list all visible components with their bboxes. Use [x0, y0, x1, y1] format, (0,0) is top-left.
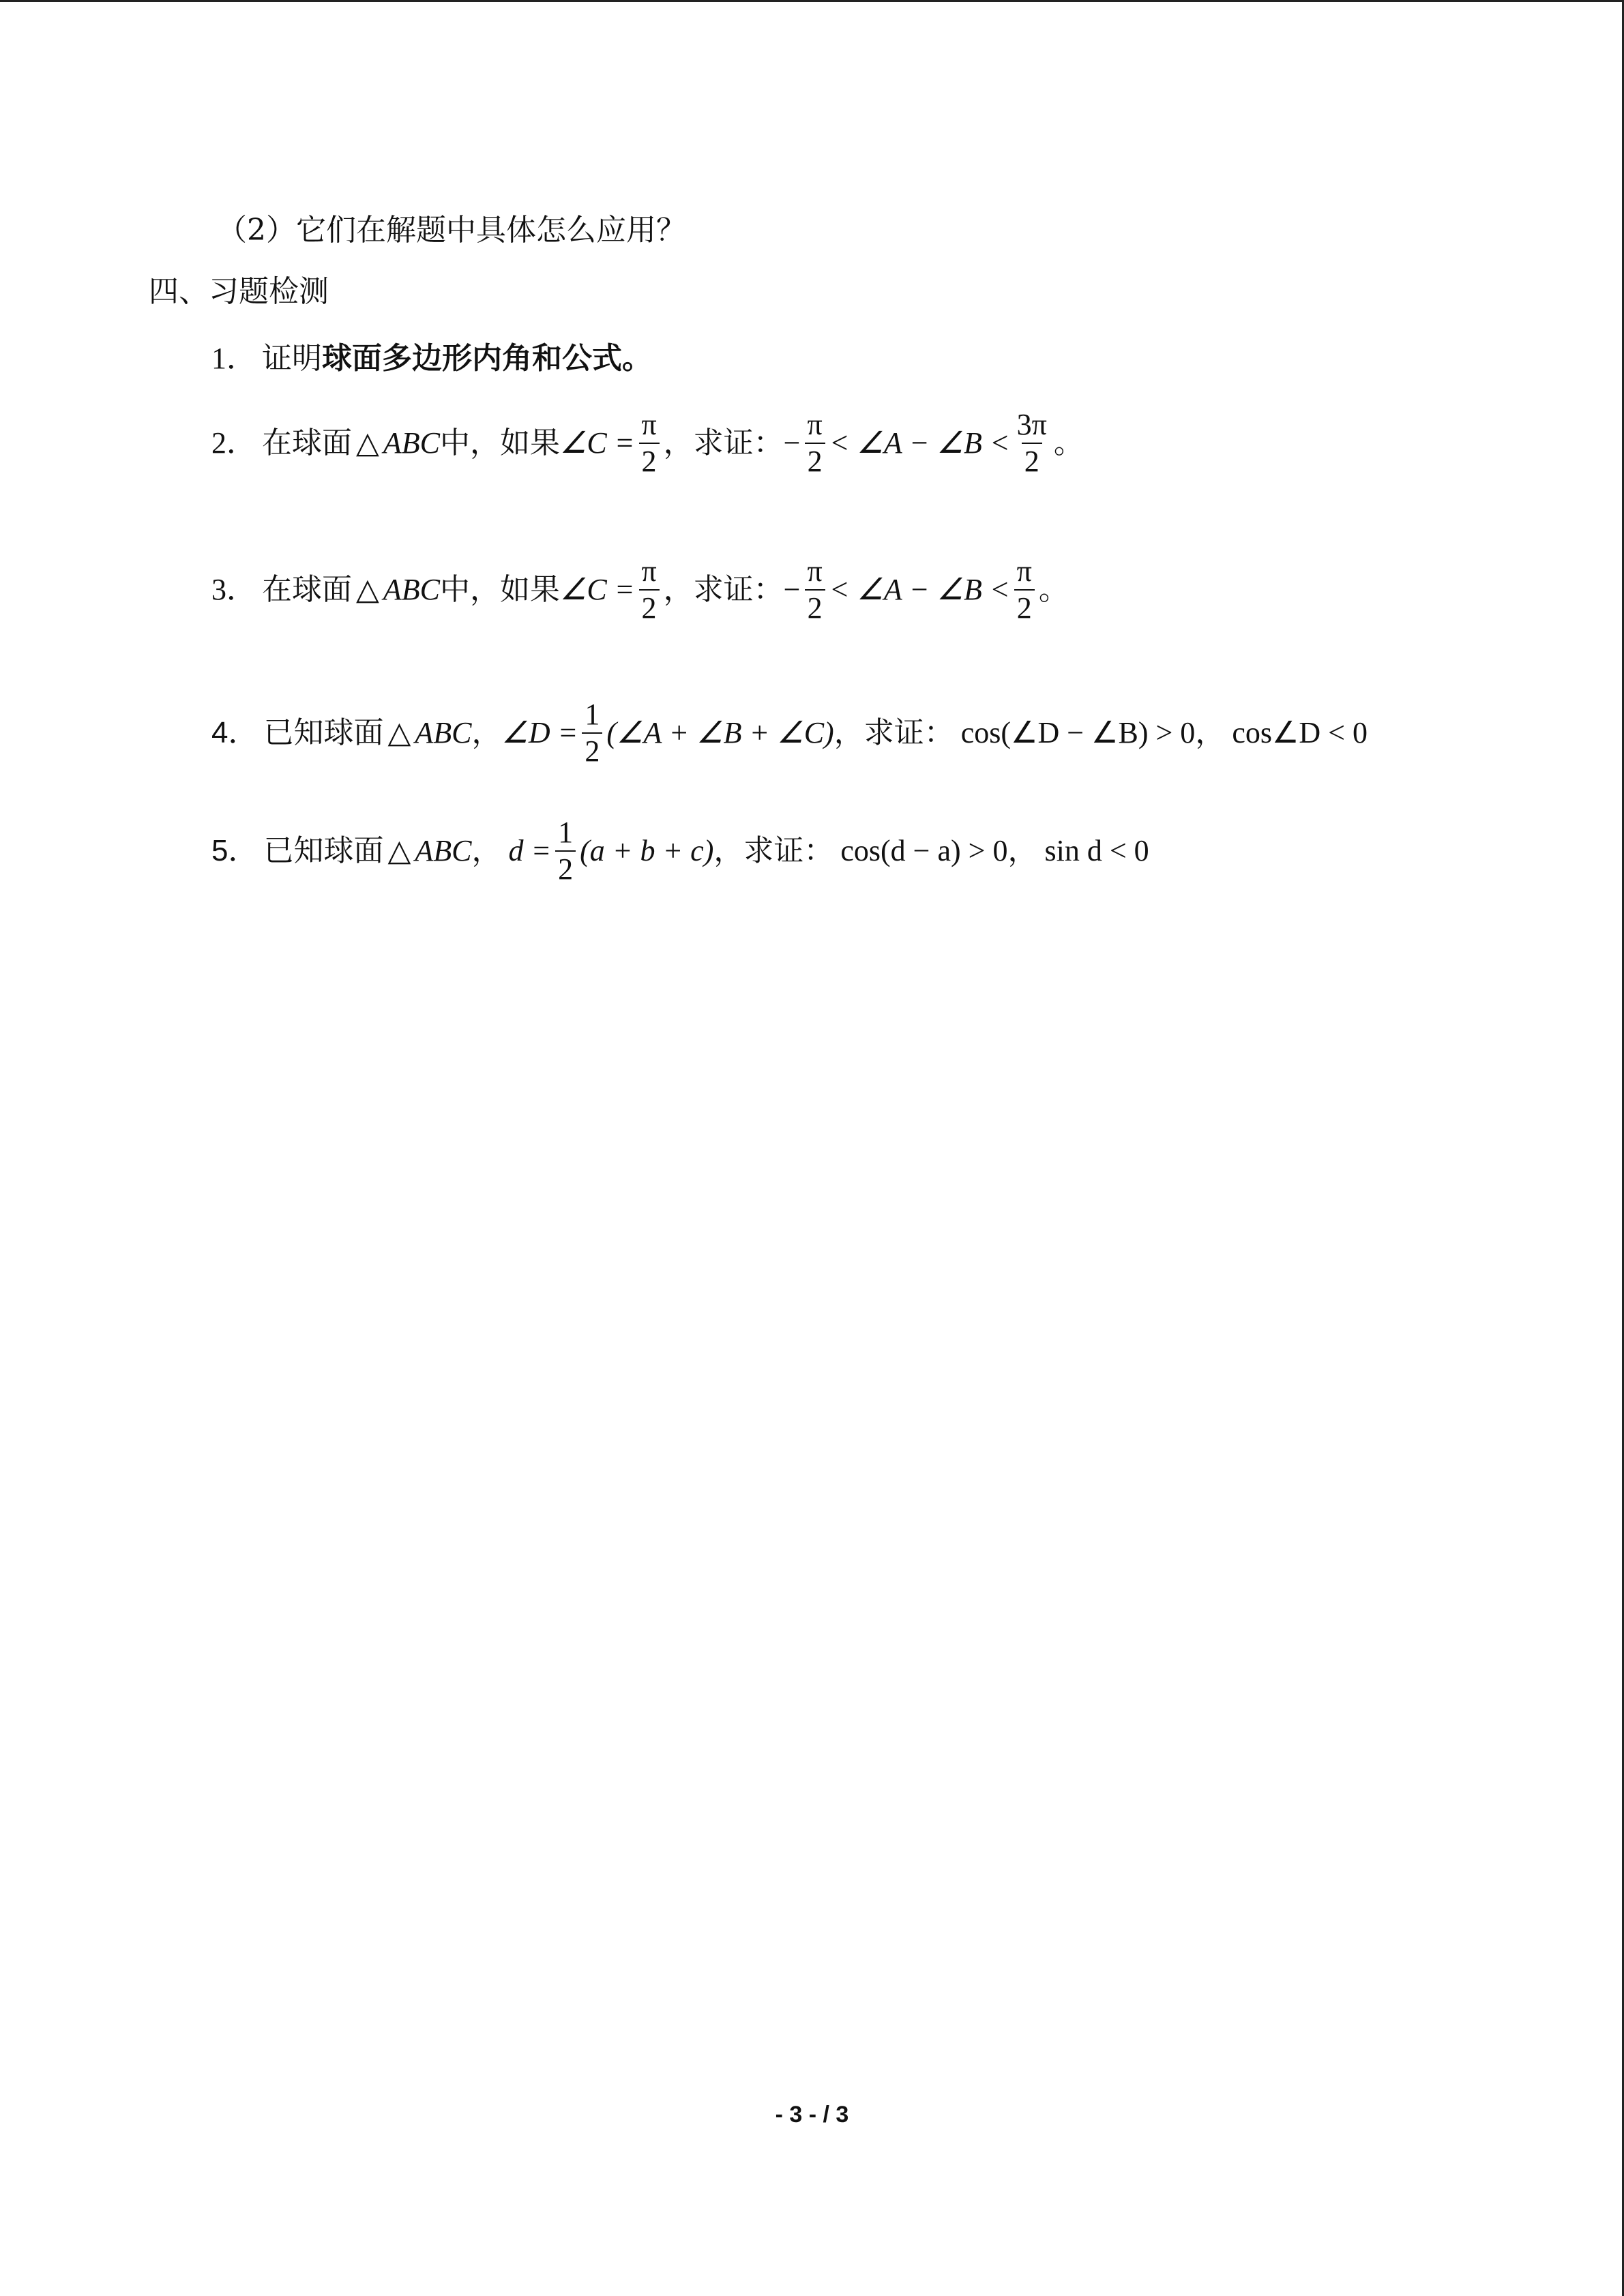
- exercise-text: 已知球面: [263, 715, 384, 750]
- minus-sign: −: [783, 426, 801, 460]
- comma: ，: [1195, 715, 1226, 750]
- math-expression: ∠C =: [559, 573, 635, 606]
- exercise-text: ，求证：: [663, 572, 784, 607]
- triangle-name: ABC: [415, 716, 472, 749]
- math-expression: sin d < 0: [1044, 834, 1149, 867]
- minus-sign: −: [783, 573, 801, 606]
- comma: ，: [471, 715, 502, 750]
- comma: ，: [1007, 833, 1038, 868]
- triangle-symbol: △: [356, 572, 379, 607]
- triangle-name: ABC: [415, 834, 472, 867]
- math-expression: ∠D =: [501, 716, 578, 749]
- math-expression: cos(∠D − ∠B) > 0: [960, 716, 1196, 749]
- exercise-number: 5．: [211, 834, 259, 867]
- math-expression: < ∠A − ∠B <: [829, 573, 1010, 606]
- fraction: $\frac{\pi}{2}$: [804, 554, 825, 626]
- exercise-text: 已知球面: [263, 833, 384, 868]
- fraction: $\frac{\pi}{2}$: [638, 554, 659, 626]
- section-heading: 四、习题检测: [149, 274, 329, 309]
- triangle-symbol: △: [387, 715, 411, 750]
- exercise-number: 4．: [211, 716, 259, 749]
- exercise-text: 在球面: [262, 572, 352, 607]
- math-expression: (a + b + c): [580, 834, 714, 867]
- math-expression: d =: [508, 834, 552, 867]
- exercise-text: 证明: [262, 341, 322, 376]
- exercise-text: ，求证：: [833, 715, 954, 750]
- fraction: $\frac{3\pi}{2}$: [1016, 408, 1047, 478]
- exercise-text: 在球面: [262, 426, 352, 460]
- fraction: $\frac{\pi}{2}$: [638, 407, 659, 479]
- exercise-text: 中，如果: [439, 572, 560, 607]
- exercise-number: 1．: [211, 342, 256, 375]
- exercise-text: ，求证：: [663, 426, 784, 460]
- page-number: - 3 - / 3: [775, 2102, 849, 2128]
- math-expression: ∠C =: [559, 426, 635, 460]
- triangle-name: ABC: [383, 426, 440, 460]
- exercise-2: [211, 407, 1084, 489]
- math-expression: < ∠A − ∠B <: [829, 426, 1010, 460]
- exercise-4: [211, 697, 1368, 779]
- sub-question: （2）它们在解题中具体怎么应用？: [217, 213, 686, 248]
- top-border: [0, 0, 1624, 2]
- exercise-5: [211, 815, 1149, 897]
- triangle-symbol: △: [356, 426, 379, 460]
- exercise-number: 2．: [211, 426, 256, 460]
- exercise-text-emphasis: 球面多边形内角和公式。: [322, 341, 652, 376]
- triangle-name: ABC: [383, 573, 440, 606]
- math-expression: cos(d − a) > 0: [840, 834, 1008, 867]
- triangle-symbol: △: [387, 833, 411, 868]
- exercise-1: [211, 338, 652, 379]
- exercise-number: 3．: [211, 573, 256, 606]
- exercise-text: ，求证：: [713, 833, 834, 868]
- fraction: $\frac{1}{2}$: [582, 697, 602, 769]
- exercise-text: 中，如果: [439, 426, 560, 460]
- fraction: $\frac{\pi}{2}$: [1014, 554, 1035, 626]
- period: 。: [1053, 426, 1084, 460]
- comma: ，: [471, 833, 502, 868]
- period: 。: [1038, 572, 1069, 607]
- fraction: $\frac{1}{2}$: [555, 815, 576, 887]
- math-expression: cos∠D < 0: [1232, 716, 1368, 749]
- fraction: $\frac{\pi}{2}$: [804, 407, 825, 479]
- exercise-3: [211, 554, 1069, 636]
- math-expression: (∠A + ∠B + ∠C): [606, 716, 834, 749]
